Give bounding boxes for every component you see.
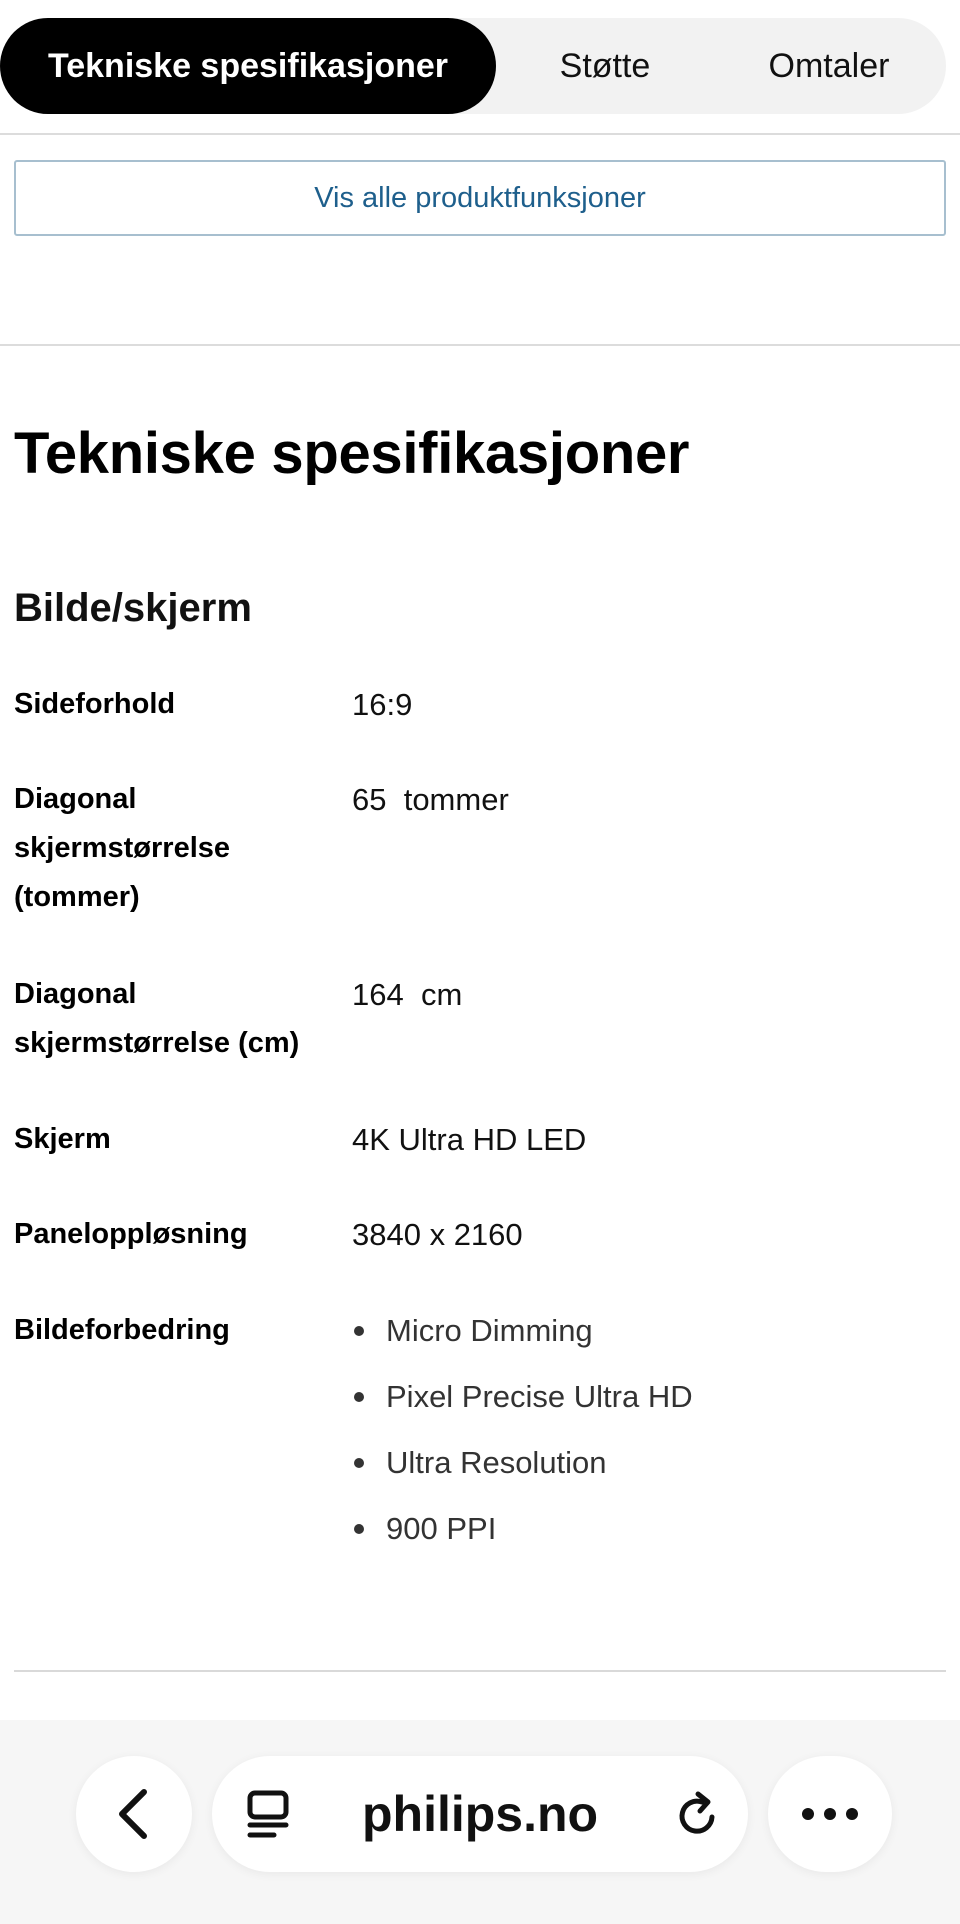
spec-group-title: Bilde/skjerm (14, 586, 252, 630)
more-button[interactable] (768, 1756, 892, 1872)
tab-reviews[interactable]: Omtaler (768, 47, 890, 85)
list-item: Pixel Precise Ultra HD (352, 1370, 693, 1436)
spec-value: 4K Ultra HD LED (352, 1122, 587, 1157)
spec-value: 16:9 (352, 687, 413, 722)
back-arrow-icon (114, 1786, 154, 1842)
list-item: 900 PPI (352, 1502, 693, 1568)
show-all-features-button[interactable]: Vis alle produktfunksjoner (14, 160, 946, 236)
tab-overview-icon[interactable] (244, 1790, 292, 1840)
list-item: Ultra Resolution (352, 1436, 693, 1502)
spec-label: Diagonal skjermstørrelse (tommer) (14, 783, 231, 913)
tab-bar (0, 18, 946, 114)
divider (0, 344, 960, 346)
spec-value: 3840 x 2160 (352, 1217, 523, 1252)
spec-label: Sideforhold (14, 688, 176, 720)
more-dots-icon (800, 1806, 860, 1822)
spec-label: Skjerm (14, 1123, 111, 1155)
section-title: Tekniske spesifikasjoner (14, 421, 690, 486)
url-text: philips.no (362, 1786, 599, 1842)
spec-label: Bildeforbedring (14, 1314, 230, 1346)
divider (14, 1670, 946, 1672)
spec-label: Paneloppløsning (14, 1218, 248, 1250)
tab-technical-specs[interactable]: Tekniske spesifikasjoner (0, 18, 496, 114)
list-item: Micro Dimming (352, 1304, 693, 1370)
back-button[interactable] (76, 1756, 192, 1872)
spec-value: 65 tommer (352, 782, 509, 817)
spec-value: 164 cm (352, 977, 463, 1012)
reload-icon[interactable] (674, 1790, 722, 1840)
tab-support[interactable]: Støtte (559, 47, 651, 85)
spec-value-list (352, 1304, 693, 1568)
divider (0, 133, 960, 135)
spec-label: Diagonal skjermstørrelse (cm) (14, 978, 300, 1059)
address-bar[interactable] (212, 1756, 748, 1872)
browser-toolbar (0, 1720, 960, 1924)
